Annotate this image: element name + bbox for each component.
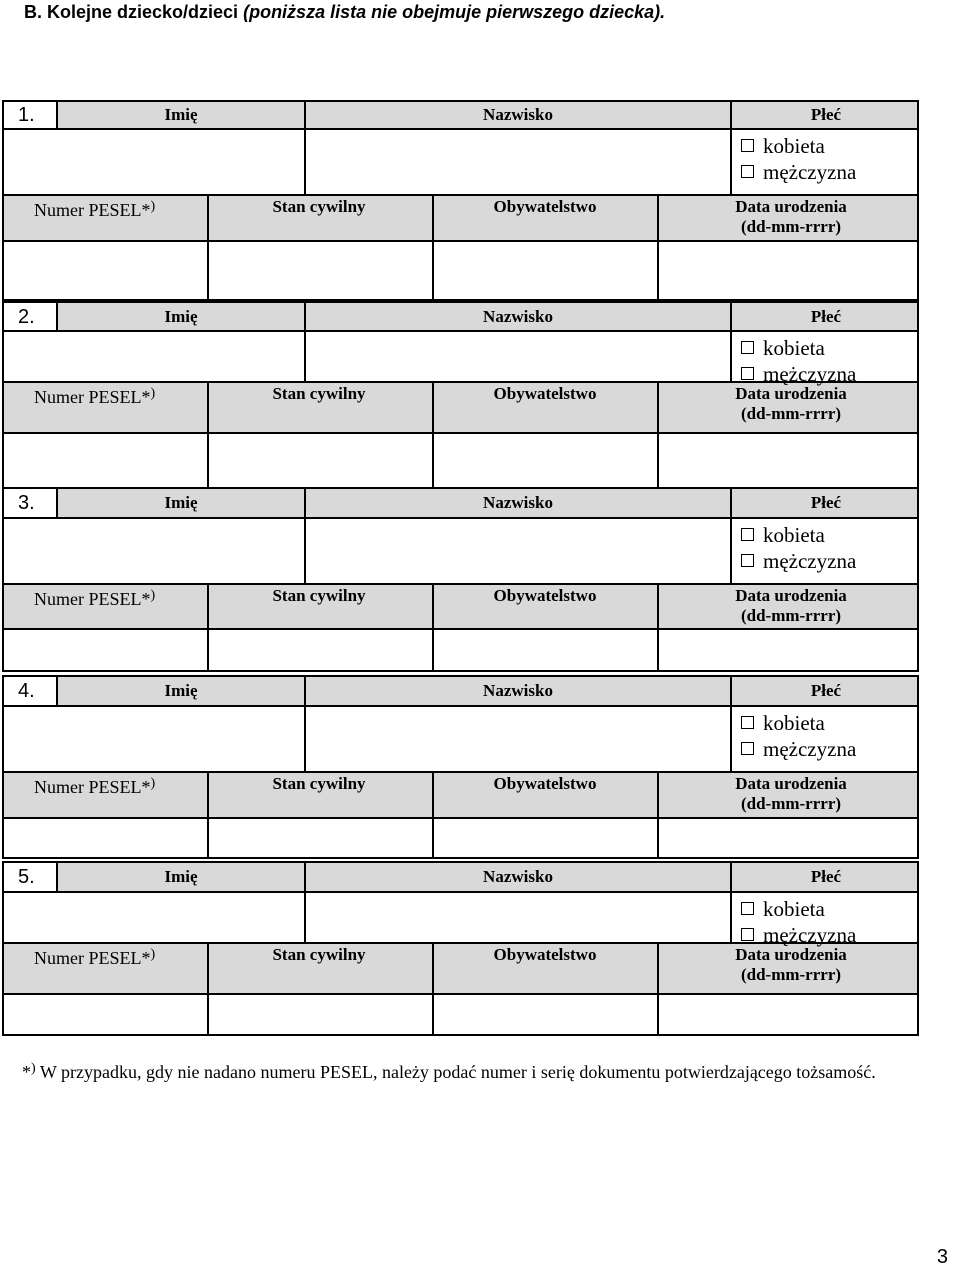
field-data[interactable] (659, 995, 917, 1036)
label-nazwisko: Nazwisko (483, 681, 553, 700)
label-nazwisko: Nazwisko (483, 867, 553, 886)
option-mezczyzna[interactable]: mężczyzna (741, 737, 856, 762)
child-block-3 (2, 487, 919, 672)
option-kobieta[interactable]: kobieta (741, 711, 825, 736)
field-pesel[interactable] (4, 819, 207, 859)
label-pesel: Numer PESEL*) (34, 947, 156, 968)
label-data-format: (dd-mm-rrrr) (740, 404, 842, 423)
field-obywatelstwo[interactable] (434, 434, 657, 489)
field-data[interactable] (659, 434, 917, 489)
label-imie: Imię (164, 493, 198, 512)
option-mezczyzna[interactable]: mężczyzna (741, 362, 856, 387)
label-imie: Imię (164, 681, 198, 700)
child-number: 5. (18, 866, 35, 888)
option-mezczyzna[interactable]: mężczyzna (741, 160, 856, 185)
option-kobieta[interactable]: kobieta (741, 134, 825, 159)
child-block-5 (2, 861, 919, 1036)
field-stan[interactable] (209, 819, 432, 859)
label-data-format: (dd-mm-rrrr) (740, 965, 842, 984)
field-nazwisko[interactable] (306, 707, 730, 771)
field-obywatelstwo[interactable] (434, 242, 657, 301)
field-pesel[interactable] (4, 434, 207, 489)
label-data-urodzenia: Data urodzenia (735, 774, 847, 793)
field-pesel[interactable] (4, 630, 207, 672)
label-stan-cywilny: Stan cywilny (272, 384, 366, 403)
label-pesel: Numer PESEL*) (34, 386, 156, 407)
field-imie[interactable] (4, 707, 304, 771)
checkbox-icon[interactable] (741, 742, 754, 755)
field-imie[interactable] (4, 332, 304, 381)
field-obywatelstwo[interactable] (434, 819, 657, 859)
label-nazwisko: Nazwisko (483, 493, 553, 512)
label-data-urodzenia: Data urodzenia (735, 197, 847, 216)
label-pesel: Numer PESEL*) (34, 588, 156, 609)
field-pesel[interactable] (4, 995, 207, 1036)
field-imie[interactable] (4, 893, 304, 942)
label-pesel: Numer PESEL*) (34, 199, 156, 220)
checkbox-icon[interactable] (741, 139, 754, 152)
label-pesel: Numer PESEL*) (34, 776, 156, 797)
label-obywatelstwo: Obywatelstwo (493, 197, 597, 216)
label-data-urodzenia: Data urodzenia (735, 586, 847, 605)
field-obywatelstwo[interactable] (434, 630, 657, 672)
field-data[interactable] (659, 819, 917, 859)
checkbox-icon[interactable] (741, 165, 754, 178)
field-imie[interactable] (4, 519, 304, 583)
label-stan-cywilny: Stan cywilny (272, 586, 366, 605)
child-block-2 (2, 301, 919, 489)
label-obywatelstwo: Obywatelstwo (493, 384, 597, 403)
field-nazwisko[interactable] (306, 332, 730, 381)
checkbox-icon[interactable] (741, 554, 754, 567)
label-nazwisko: Nazwisko (483, 105, 553, 124)
label-data-format: (dd-mm-rrrr) (740, 606, 842, 625)
label-imie: Imię (164, 867, 198, 886)
field-nazwisko[interactable] (306, 893, 730, 942)
option-kobieta[interactable]: kobieta (741, 523, 825, 548)
section-title: B. Kolejne dziecko/dzieci (poniższa lista nie obejmuje pierwszego dziecka). (24, 2, 666, 22)
label-stan-cywilny: Stan cywilny (272, 197, 366, 216)
label-imie: Imię (164, 307, 198, 326)
label-data-urodzenia: Data urodzenia (735, 945, 847, 964)
label-plec: Płeć (810, 867, 842, 886)
checkbox-icon[interactable] (741, 902, 754, 915)
option-mezczyzna[interactable]: mężczyzna (741, 549, 856, 574)
field-stan[interactable] (209, 434, 432, 489)
label-data-urodzenia: Data urodzenia (735, 384, 847, 403)
option-mezczyzna[interactable]: mężczyzna (741, 923, 856, 948)
field-stan[interactable] (209, 995, 432, 1036)
field-nazwisko[interactable] (306, 519, 730, 583)
checkbox-icon[interactable] (741, 928, 754, 941)
label-data-format: (dd-mm-rrrr) (740, 794, 842, 813)
child-number: 1. (18, 104, 35, 126)
label-plec: Płeć (810, 681, 842, 700)
label-obywatelstwo: Obywatelstwo (493, 945, 597, 964)
label-obywatelstwo: Obywatelstwo (493, 774, 597, 793)
field-imie[interactable] (4, 130, 304, 194)
option-kobieta[interactable]: kobieta (741, 897, 825, 922)
label-plec: Płeć (810, 307, 842, 326)
child-block-1 (2, 100, 919, 301)
field-stan[interactable] (209, 242, 432, 301)
label-plec: Płeć (810, 105, 842, 124)
footnote: *) W przypadku, gdy nie nadano numeru PESEL, należy podać numer i serię dokumentu potwierdzającego tożsamość. (22, 1061, 876, 1082)
field-nazwisko[interactable] (306, 130, 730, 194)
field-stan[interactable] (209, 630, 432, 672)
label-stan-cywilny: Stan cywilny (272, 774, 366, 793)
child-number: 4. (18, 680, 35, 702)
checkbox-icon[interactable] (741, 341, 754, 354)
label-obywatelstwo: Obywatelstwo (493, 586, 597, 605)
checkbox-icon[interactable] (741, 367, 754, 380)
label-plec: Płeć (810, 493, 842, 512)
label-data-format: (dd-mm-rrrr) (740, 217, 842, 236)
field-data[interactable] (659, 630, 917, 672)
checkbox-icon[interactable] (741, 716, 754, 729)
field-data[interactable] (659, 242, 917, 301)
child-number: 2. (18, 306, 35, 328)
child-block-4 (2, 675, 919, 859)
field-pesel[interactable] (4, 242, 207, 301)
label-nazwisko: Nazwisko (483, 307, 553, 326)
label-stan-cywilny: Stan cywilny (272, 945, 366, 964)
child-number: 3. (18, 492, 35, 514)
field-obywatelstwo[interactable] (434, 995, 657, 1036)
label-imie: Imię (164, 105, 198, 124)
checkbox-icon[interactable] (741, 528, 754, 541)
option-kobieta[interactable]: kobieta (741, 336, 825, 361)
page-number: 3 (936, 1246, 948, 1268)
